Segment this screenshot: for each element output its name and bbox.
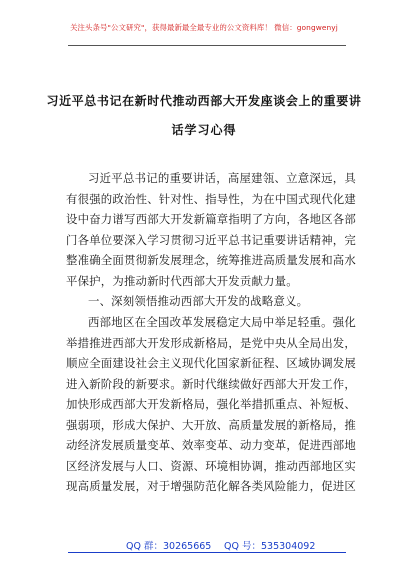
- text-line: 进入新阶段的新要求。新时代继续做好西部大开发工作，: [66, 376, 356, 391]
- footer-qq-group: QQ 群：30265665: [126, 541, 212, 552]
- text-line: 举措推进西部大开发形成新格局，是党中央从全局出发，: [66, 335, 356, 350]
- header-promo: 关注头条号"公文研究"，获得最新最全最专业的公文资料库！ 微信：gongwenyj: [70, 23, 338, 32]
- text-line: 顺应全面建设社会主义现代化国家新征程、区域协调发展: [66, 356, 356, 370]
- text-line: 动经济发展质量变革、效率变革、动力变革，促进西部地: [66, 438, 356, 452]
- text-line: 平保护，为推动新时代西部大开发贡献力量。: [66, 273, 298, 288]
- text-line: 门各单位要深入学习贯彻习近平总书记重要讲话精神，完: [66, 232, 356, 247]
- text-line: 加快形成西部大开发新格局，强化举措抓重点、补短板、: [66, 397, 356, 411]
- header-divider: [68, 45, 346, 46]
- footer-divider: [68, 552, 346, 553]
- paragraph-section-1: [66, 312, 356, 497]
- text-line: 强弱项，形成大保护、大开放、高质量发展的新格局，推: [66, 417, 356, 432]
- text-line: 区经济发展与人口、资源、环境相协调，推动西部地区实: [66, 458, 356, 473]
- document-title-line-2: 话学习心得: [171, 123, 237, 137]
- text-line: 有很强的政治性、针对性、指导性，为在中国式现代化建: [66, 191, 356, 206]
- text-line: 习近平总书记的重要讲话，高屋建瓴、立意深远，具: [88, 171, 356, 185]
- section-heading-1: 一、深刻领悟推动西部大开发的战略意义。: [88, 294, 309, 308]
- text-line: 现高质量发展，对于增强防范化解各类风险能力，促进区: [66, 479, 356, 493]
- paragraph-intro: [66, 168, 356, 312]
- text-line: 设中奋力谱写西部大开发新篇章指明了方向，各地区各部: [66, 212, 356, 226]
- document-title-line-1: 习近平总书记在新时代推动西部大开发座谈会上的重要讲: [46, 94, 362, 108]
- footer-qq-number: QQ 号：535304092: [224, 541, 316, 552]
- text-line: 西部地区在全国改革发展稳定大局中举足轻重。强化: [88, 315, 356, 329]
- text-line: 整准确全面贯彻新发展理念，统筹推进高质量发展和高水: [66, 253, 356, 267]
